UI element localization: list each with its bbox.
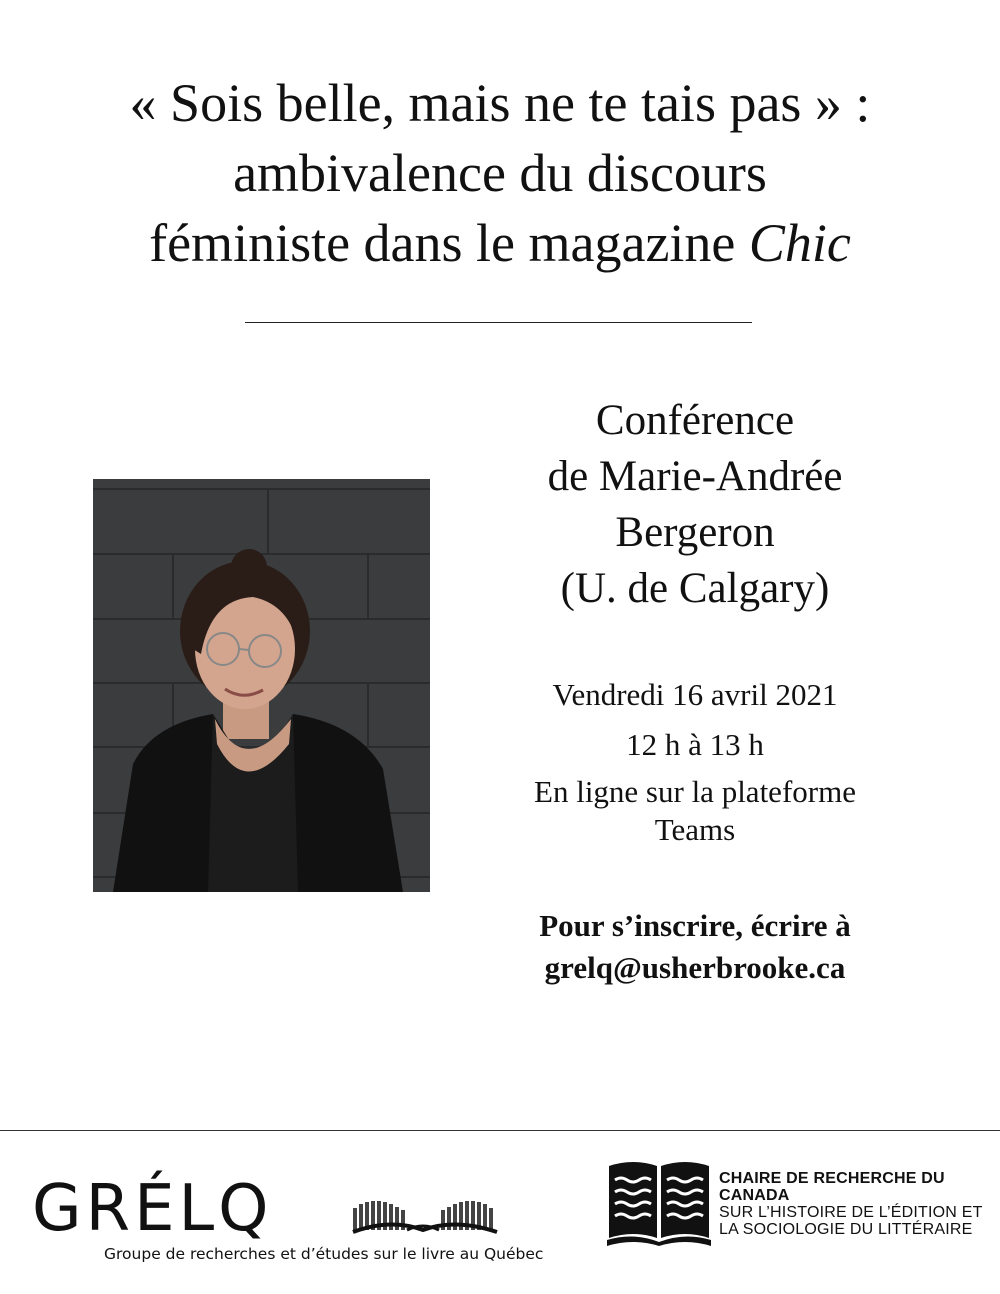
conference-label: Conférence: [595, 397, 795, 444]
event-date: Vendredi 16 avril 2021: [552, 677, 838, 712]
grelq-book-logo-icon: [351, 1196, 501, 1238]
chair-book-logo-icon: [607, 1158, 711, 1246]
event-place-line-2: Teams: [654, 812, 736, 847]
chair-line-1: CHAIRE DE RECHERCHE DU CANADA: [719, 1170, 945, 1204]
title-line-1: « Sois belle, mais ne te tais pas » :: [129, 73, 871, 133]
speaker-portrait-icon: [93, 479, 430, 892]
footer-divider: [0, 1130, 1000, 1131]
speaker-photo: [93, 479, 430, 892]
registration-instruction: Pour s’inscrire, écrire à: [539, 908, 851, 943]
title-line-2: ambivalence du discours: [233, 143, 767, 203]
title-line-3: [0, 208, 1000, 278]
grelq-subtitle: Groupe de recherches et d’études sur le livre au Québec: [104, 1245, 544, 1263]
chair-line-2: SUR L’HISTOIRE DE L’ÉDITION ET: [719, 1204, 983, 1221]
event-details: [470, 673, 920, 849]
event-title: [0, 68, 1000, 278]
title-line-3-text: féministe dans le magazine: [149, 213, 749, 273]
registration-info: [470, 905, 920, 989]
chair-line-3: LA SOCIOLOGIE DU LITTÉRAIRE: [719, 1221, 973, 1238]
grelq-wordmark: GRÉLQ: [32, 1172, 273, 1246]
speaker-affiliation: (U. de Calgary): [560, 565, 830, 612]
speaker-name-line-1: de Marie-Andrée: [547, 453, 843, 500]
registration-email[interactable]: grelq@usherbrooke.ca: [544, 950, 846, 985]
chair-name: [719, 1170, 1000, 1238]
event-place-line-1: En ligne sur la plateforme: [534, 774, 856, 809]
speaker-block: [470, 393, 920, 617]
speaker-name-line-2: Bergeron: [615, 509, 775, 556]
magazine-name: Chic: [748, 213, 851, 273]
title-divider: [245, 322, 752, 323]
event-time: 12 h à 13 h: [626, 727, 764, 762]
